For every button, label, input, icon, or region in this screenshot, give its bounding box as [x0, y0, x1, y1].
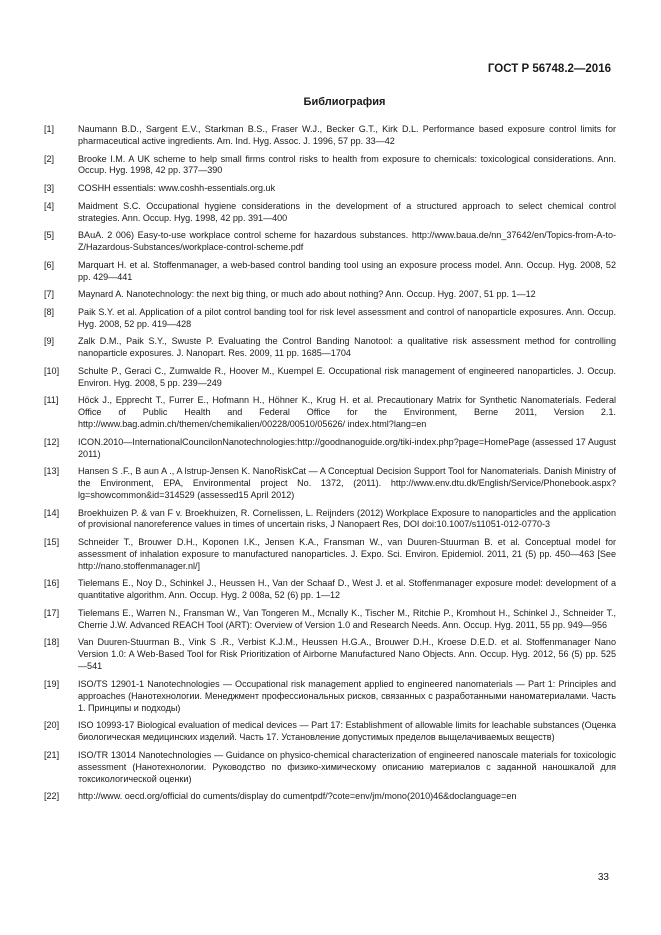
reference-list [44, 124, 616, 809]
reference-number: [16] [44, 578, 60, 589]
reference-item [44, 154, 616, 178]
reference-text: Tielemans E., Noy D., Schinkel J., Heussen H., Van der Schaaf D., West J. et al. Stoffenmanager exposure model: development of a quantitative algorithm. Ann. Occup. Hyg. 2 008a, 52 (6) pp. 1—12 [78, 578, 616, 601]
reference-text: Naumann B.D., Sargent E.V., Starkman B.S., Fraser W.J., Becker G.T., Kirk D.L. Performance based exposure control limits for pharmaceutical active ingredients. Am. Ind. Hyg. Assoc. J. 1996, 57 pp. 33—42 [78, 124, 616, 146]
reference-text: Schneider T., Brouwer D.H., Koponen I.K., Jensen K.A., Fransman W., van Duuren-Stuurman B. et al. Conceptual model for assessment of inhalation exposure to manufactured nanoparticles. J. Expo. Sci. Environ. Epidemiol. 2011, 21 (5) pp. 450—463 [See http://nano.stoffenmanager.nl/] [78, 537, 616, 571]
reference-item [44, 466, 616, 502]
reference-number: [7] [44, 289, 55, 300]
reference-text: Hansen S .F., B aun A ., A lstrup-Jensen K. NanoRiskCat — A Conceptual Decision Support Tool for Nanomaterials. Danish Ministry of the Environment, EPA, Environmental project No. 1372, (2011). http://www.env.dtu.dk/English/Service/Phonebook.aspx?lg=showcommon&id=314529 (assessed15 April 2012) [78, 466, 616, 500]
reference-text: ISO/TS 12901-1 Nanotechnologies — Occupational risk management applied to engineered nanomaterials — Part 1: Principles and approaches (Нанотехнологии. Менеджмент профессиональных рисков, связанных с разработанными наноматериалами. Часть 1. Принципы и подходы) [78, 678, 616, 713]
reference-item [44, 608, 616, 632]
reference-text: COSHH essentials: www.coshh-essentials.org.uk [78, 183, 276, 193]
reference-item [44, 537, 616, 573]
reference-number: [13] [44, 466, 60, 477]
reference-number: [21] [44, 749, 60, 760]
reference-number: [8] [44, 306, 55, 317]
reference-item [44, 437, 616, 461]
reference-text: Tielemans E., Warren N., Fransman W., Van Tongeren M., Mcnally K., Tischer M., Ritchie P., Kromhout H., Schinkel J., Schneider T., Cherrie J.W. Advanced REACH Tool (ART): Overview of Version 1.0 and Research Needs. Ann. Occup. Hyg. 2011, 55 pp. 949—956 [78, 607, 616, 630]
reference-item [44, 791, 616, 803]
reference-number: [12] [44, 436, 60, 447]
reference-item [44, 201, 616, 225]
reference-item [44, 260, 616, 284]
reference-text: Höck J., Epprecht T., Furrer E., Hofmann H., Höhner K., Krug H. et al. Precautionary Matrix for Synthetic Nanomaterials. Federal Office of Public Health and Federal Office for the Environment, Berne 2011, Version 2.1. http://www.bag.admin.ch/themen/chemikalien/00228/00510/05626/ index.html?lang=en [78, 395, 616, 429]
reference-text: Maynard A. Nanotechnology: the next big thing, or much ado about nothing? Ann. Occup. Hyg. 2007, 51 pp. 1—12 [78, 289, 536, 300]
reference-number: [20] [44, 720, 60, 731]
document-code: ГОСТ Р 56748.2—2016 [487, 63, 611, 75]
reference-number: [22] [44, 791, 60, 802]
reference-text: ICON.2010—InternationalCouncilonNanotechnologies:http://goodnanoguide.org/tiki-index.php?page=HomePage (assessed 17 August 2011) [78, 436, 616, 459]
reference-item [44, 720, 616, 744]
reference-text: Van Duuren-Stuurman B., Vink S .R., Verbist K.J.M., Heussen H.G.A., Brouwer D.H., Kroese D.E.D. et al. Stoffenmanager Nano Version 1.0: A Web-Based Tool for Risk Prioritization of Airborne Manufactured Nano Objects. Ann. Occup. Hyg. 2012, 56 (5) pp. 525—541 [78, 637, 616, 672]
reference-text: ISO 10993-17 Biological evaluation of medical devices — Part 17: Establishment of allowable limits for leachable substances (Оценка биологическая медицинских изделий. Часть 17. Установление допустимых пределов выщелачиваемых веществ) [78, 720, 616, 743]
reference-item [44, 578, 616, 602]
reference-text: Brooke I.M. A UK scheme to help small firms control risks to health from exposure to chemicals: toxicological considerations. Ann. Occup. Hyg. 1998, 42 pp. 377—390 [78, 153, 616, 176]
reference-item [44, 508, 616, 532]
reference-text: ISO/TR 13014 Nanotechnologies — Guidance on physico-chemical characterization of engineered nanoscale materials for toxicologic assessment (Нанотехнологии. Руководство по физико-химическому описанию материалов с заданной наношкалой для токсикологической оценки) [78, 749, 616, 784]
reference-number: [18] [44, 637, 60, 648]
reference-text: Maidment S.C. Occupational hygiene considerations in the development of a structured approach to select chemical control strategies. Ann. Occup. Hyg. 1998, 42 pp. 391—400 [78, 200, 616, 223]
reference-text: Marquart H. et al. Stoffenmanager, a web-based control banding tool using an exposure process model. Ann. Occup. Hyg. 2008, 52 pp. 429—441 [78, 259, 616, 282]
reference-item [44, 336, 616, 360]
reference-text: http://www. oecd.org/official do cuments/display do cumentpdf/?cote=env/jm/mono(2010)46&doclanguage=en [78, 791, 517, 802]
page-number: 33 [597, 872, 609, 883]
reference-number: [19] [44, 678, 60, 689]
reference-number: [15] [44, 537, 60, 547]
reference-number: [5] [44, 230, 55, 241]
reference-text: Schulte P., Geraci C., Zumwalde R., Hoover M., Kuempel E. Occupational risk management of engineered nanoparticles. J. Occup. Environ. Hyg. 2008, 5 pp. 239—249 [78, 365, 616, 388]
reference-number: [3] [44, 183, 55, 193]
reference-number: [9] [44, 336, 55, 347]
reference-text: Broekhuizen P. & van F v. Broekhuizen, R. Cornelissen, L. Reijnders (2012) Workplace Exposure to nanoparticles and the application of provisional nanoreference values in times of uncertain risks, J Nanopaert Res, DOI doi:10.1007/s11051-012-0770-3 [78, 507, 616, 530]
reference-text: BAuA. 2 006) Easy-to-use workplace control scheme for hazardous substances. http://www.baua.de/nn_37642/en/Topics-from-A-to-Z/Hazardous-Substances/workplace-control-scheme.pdf [78, 230, 616, 252]
reference-number: [1] [44, 124, 55, 134]
section-title: Библиография [303, 96, 386, 108]
reference-item [44, 395, 616, 431]
reference-number: [10] [44, 365, 60, 376]
reference-item [44, 637, 616, 673]
reference-item [44, 750, 616, 786]
reference-number: [4] [44, 200, 55, 211]
reference-item [44, 366, 616, 390]
reference-number: [14] [44, 507, 60, 518]
reference-text: Paik S.Y. et al. Application of a pilot control banding tool for risk level assessment and control of nanoparticle exposures. Ann. Occup. Hyg. 2008, 52 pp. 419—428 [78, 306, 616, 329]
reference-item [44, 124, 616, 148]
reference-item [44, 679, 616, 715]
reference-number: [2] [44, 153, 55, 164]
reference-number: [17] [44, 607, 60, 618]
reference-text: Zalk D.M., Paik S.Y., Swuste P. Evaluating the Control Banding Nanotool: a qualitative risk assessment method for controlling nanoparticle exposures. J. Nanopart. Res. 2009, 11 pp. 1685—1704 [78, 336, 616, 359]
reference-item [44, 307, 616, 331]
reference-item [44, 183, 616, 195]
reference-number: [11] [44, 395, 59, 406]
reference-item [44, 289, 616, 301]
reference-item [44, 230, 616, 254]
reference-number: [6] [44, 259, 55, 270]
